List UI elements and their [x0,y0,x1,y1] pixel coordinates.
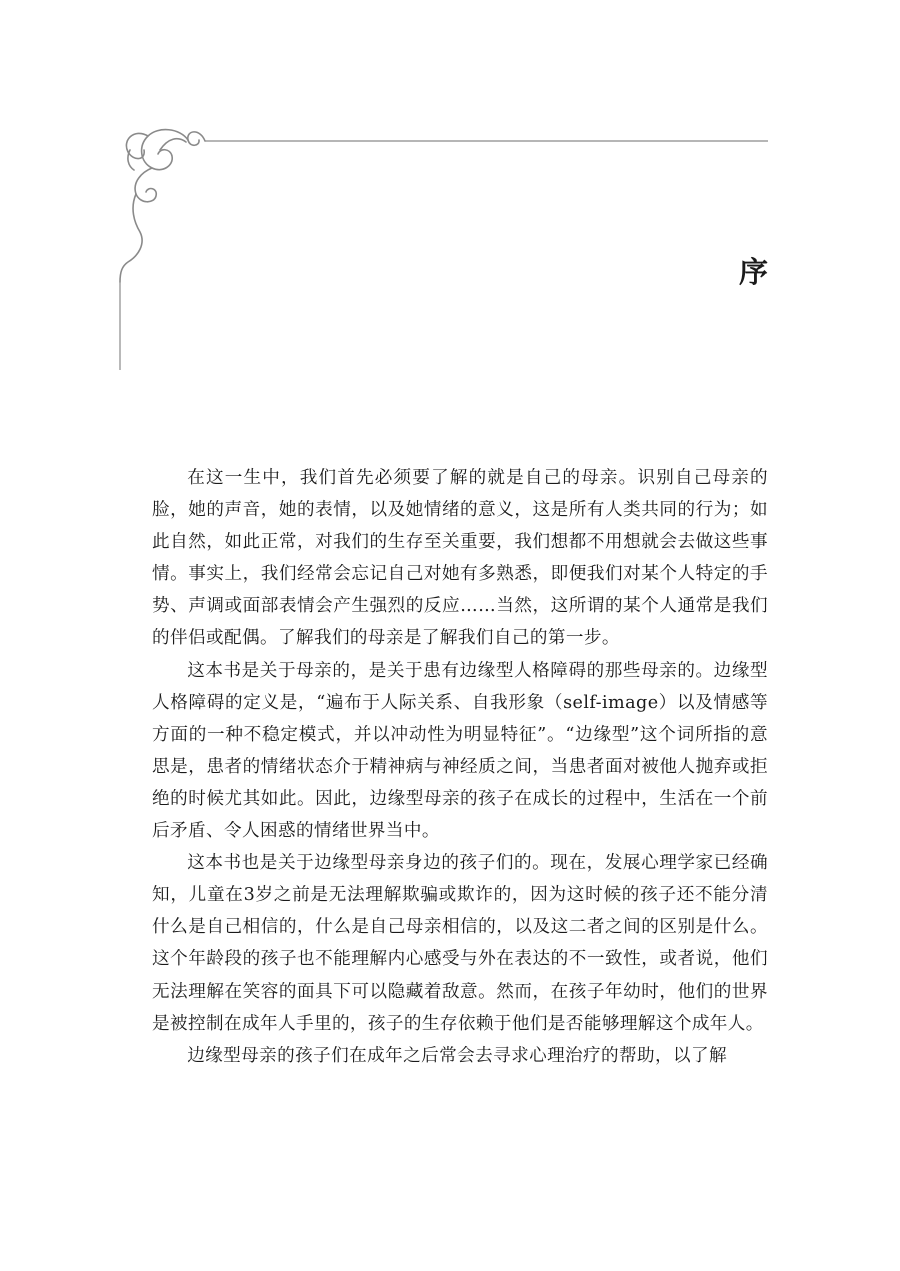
paragraph: 这本书是关于母亲的，是关于患有边缘型人格障碍的那些母亲的。边缘型人格障碍的定义是，“遍布于人际关系、自我形象（self-image）以及情感等方面的一种不稳定模式，并以冲动性为明显特征”。“边缘型”这个词所指的意思是，患者的情绪状态介于精神病与神经质之间，当患者面对被他人抛弃或拒绝的时候尤其如此。因此，边缘型母亲的孩子在成长的过程中，生活在一个前后矛盾、令人困惑的情绪世界当中。 [152,660,768,842]
chapter-title: 序 [738,255,768,289]
paragraph: 这本书也是关于边缘型母亲身边的孩子们的。现在，发展心理学家已经确知，儿童在3岁之前是无法理解欺骗或欺诈的，因为这时候的孩子还不能分清什么是自己相信的，什么是自己母亲相信的，以及这二者之间的区别是什么。这个年龄段的孩子也不能理解内心感受与外在表达的不一致性，或者说，他们无法理解在笑容的面具下可以隐藏着敌意。然而，在孩子年幼时，他们的世界是被控制在成年人手里的，孩子的生存依赖于他们是否能够理解这个成年人。 [152,853,768,1034]
paragraph: 在这一生中，我们首先必须要了解的就是自己的母亲。识别自己母亲的脸，她的声音，她的表情，以及她情绪的意义，这是所有人类共同的行为；如此自然，如此正常，对我们的生存至关重要，我们想都不用想就会去做这些事情。事实上，我们经常会忘记自己对她有多熟悉，即便我们对某个人特定的手势、声调或面部表情会产生强烈的反应……当然，这所谓的某个人通常是我们的伴侣或配偶。了解我们的母亲是了解我们自己的第一步。 [152,468,768,649]
corner-ornament [0,0,900,420]
body-text [152,462,768,1072]
paragraph: 边缘型母亲的孩子们在成年之后常会去寻求心理治疗的帮助，以了解 [187,1045,728,1066]
